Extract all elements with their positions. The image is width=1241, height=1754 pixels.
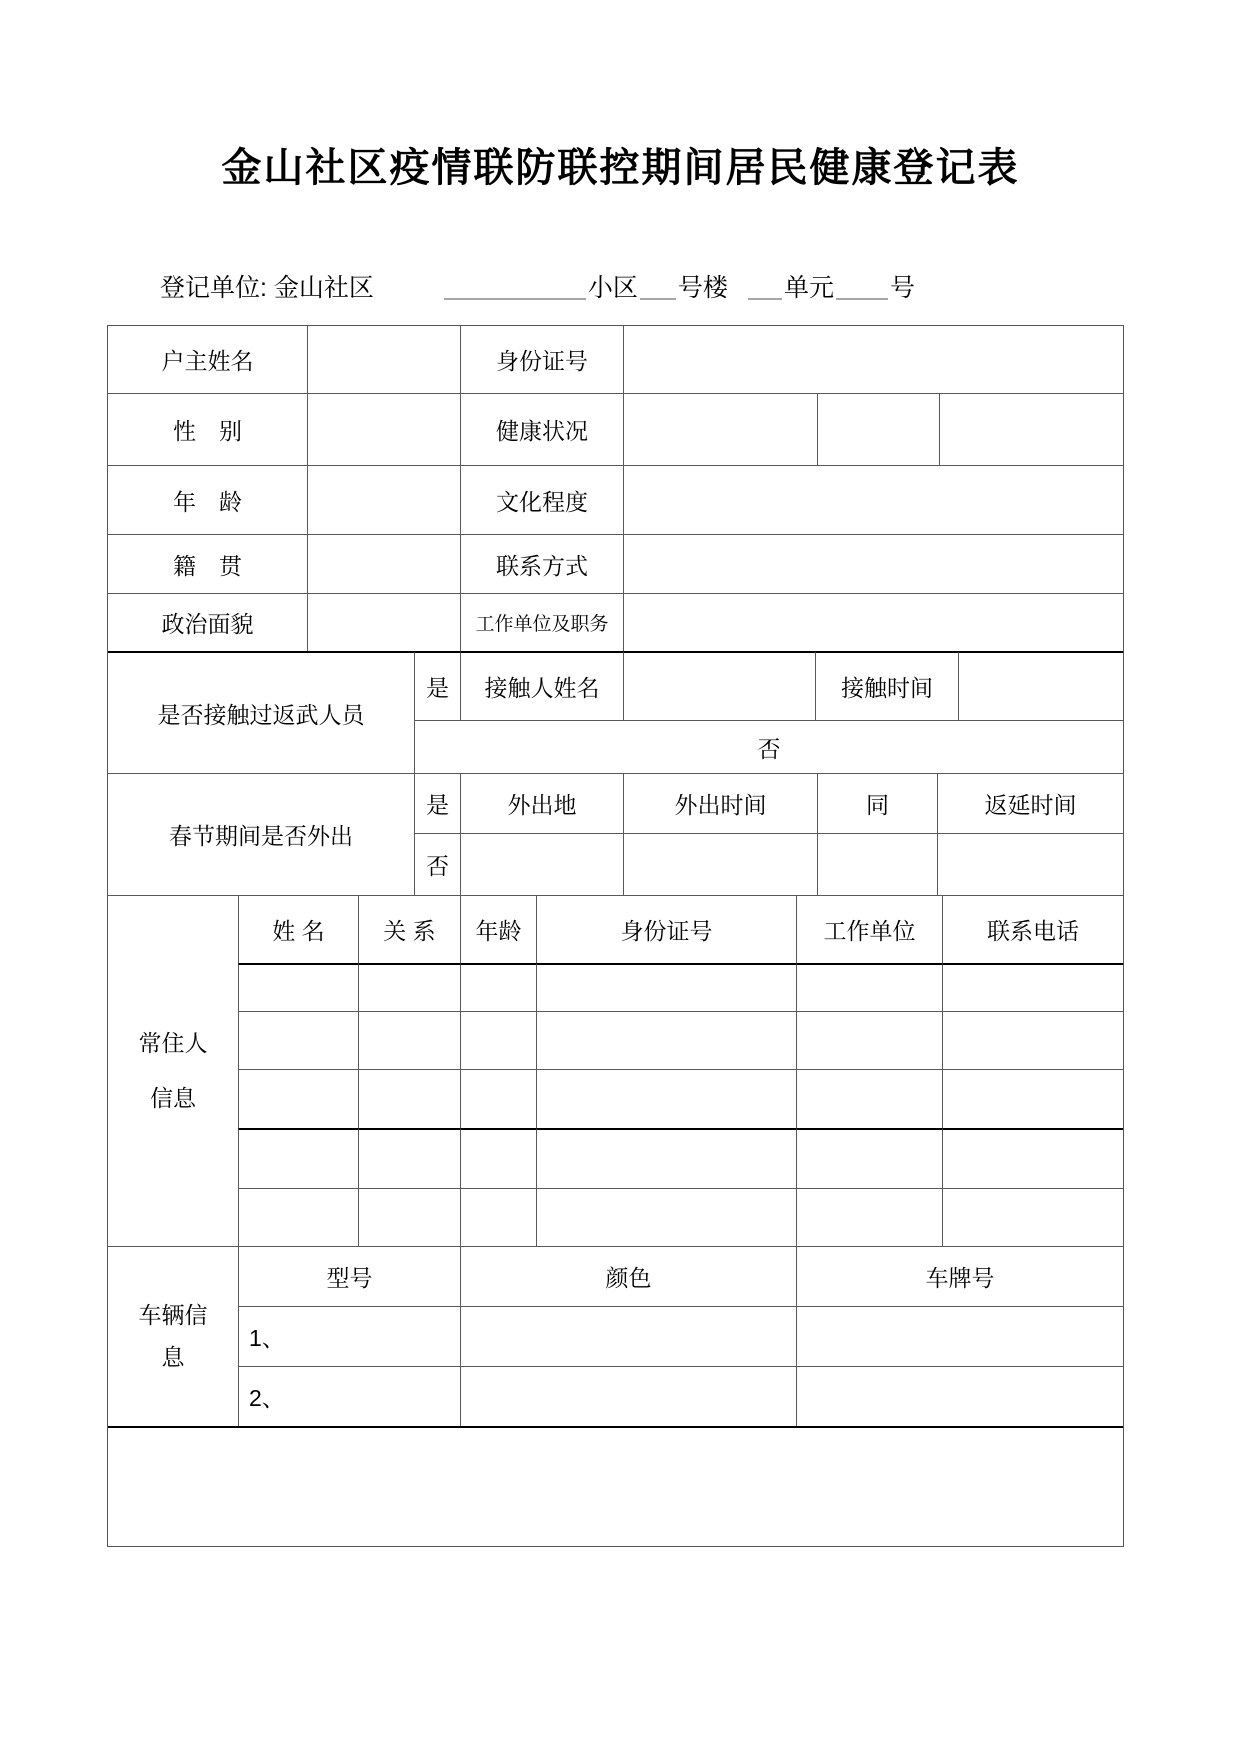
vehicle-1-plate-field bbox=[796, 1306, 1123, 1366]
vehicle-color-header: 颜色 bbox=[460, 1246, 796, 1306]
travel-time-field bbox=[623, 833, 817, 895]
id-number-label: 身份证号 bbox=[460, 326, 623, 393]
resident-workunit-field bbox=[796, 1011, 942, 1069]
page-title: 金山社区疫情联防联控期间居民健康登记表 bbox=[221, 146, 1020, 190]
resident-name-field bbox=[238, 963, 358, 1011]
resident-workunit-field bbox=[796, 1069, 942, 1128]
spring-travel-yes-row bbox=[414, 773, 1123, 833]
health-status-field-1 bbox=[623, 393, 817, 465]
health-registration-table bbox=[107, 325, 1124, 1547]
resident-phone-field bbox=[942, 1128, 1123, 1188]
resident-id-field bbox=[536, 1069, 796, 1128]
spring-travel-block bbox=[108, 773, 1123, 895]
contact-person-name-field bbox=[623, 651, 815, 720]
spring-travel-yes-label: 是 bbox=[414, 773, 460, 833]
spring-travel-no-label: 否 bbox=[414, 833, 460, 895]
resident-name-field bbox=[238, 1128, 358, 1188]
vehicle-label-line2: 息 bbox=[161, 1343, 185, 1370]
wuhan-contact-yes-row bbox=[414, 651, 1123, 720]
health-status-field-3 bbox=[939, 393, 1123, 465]
resident-age-field bbox=[460, 963, 536, 1011]
vehicle-plate-header: 车牌号 bbox=[796, 1246, 1123, 1306]
resident-workunit-field bbox=[796, 963, 942, 1011]
door-number-blank bbox=[836, 294, 888, 300]
householder-row bbox=[108, 326, 1123, 393]
vehicle-row-2 bbox=[238, 1366, 1123, 1426]
origin-label: 籍 贯 bbox=[108, 534, 307, 593]
residents-header-row bbox=[238, 895, 1123, 963]
vehicle-1-number: 1、 bbox=[238, 1306, 460, 1366]
resident-age-header: 年龄 bbox=[460, 895, 536, 963]
travel-destination-header: 外出地 bbox=[460, 773, 623, 833]
wuhan-contact-no-row bbox=[414, 720, 1123, 773]
wuhan-contact-no-label: 否 bbox=[414, 720, 1123, 773]
origin-contact-row bbox=[108, 534, 1123, 593]
resident-name-header: 姓 名 bbox=[238, 895, 358, 963]
vehicle-row-1 bbox=[238, 1306, 1123, 1366]
resident-age-field bbox=[460, 1011, 536, 1069]
resident-blank-row bbox=[238, 1069, 1123, 1128]
id-number-field bbox=[623, 326, 1123, 393]
contact-person-name-label: 接触人姓名 bbox=[460, 651, 623, 720]
residents-section-label bbox=[108, 895, 238, 1246]
registration-line bbox=[160, 268, 1120, 302]
resident-age-field bbox=[460, 1069, 536, 1128]
vehicle-section-label bbox=[108, 1246, 238, 1426]
health-status-label: 健康状况 bbox=[460, 393, 623, 465]
resident-phone-field bbox=[942, 1069, 1123, 1128]
vehicle-2-plate-field bbox=[796, 1366, 1123, 1426]
resident-workunit-field bbox=[796, 1188, 942, 1246]
unit-suffix: 单元 bbox=[783, 273, 834, 302]
resident-id-field bbox=[536, 963, 796, 1011]
vehicle-1-color-field bbox=[460, 1306, 796, 1366]
work-unit-field bbox=[623, 593, 1123, 651]
resident-phone-header: 联系电话 bbox=[942, 895, 1123, 963]
vehicle-model-header: 型号 bbox=[238, 1246, 460, 1306]
householder-name-label: 户主姓名 bbox=[161, 348, 254, 374]
resident-name-field bbox=[238, 1011, 358, 1069]
political-status-field bbox=[307, 593, 460, 651]
age-label: 年 龄 bbox=[108, 465, 307, 534]
work-unit-label: 工作单位及职务 bbox=[460, 593, 623, 651]
political-status-label: 政治面貌 bbox=[108, 593, 307, 651]
gender-field bbox=[307, 393, 460, 465]
resident-relation-header: 关 系 bbox=[358, 895, 460, 963]
age-field bbox=[307, 465, 460, 534]
number-suffix: 号 bbox=[889, 273, 915, 302]
resident-age-field bbox=[460, 1128, 536, 1188]
resident-blank-row bbox=[238, 1128, 1123, 1188]
resident-relation-field bbox=[358, 1188, 460, 1246]
contact-label: 联系方式 bbox=[460, 534, 623, 593]
residents-block bbox=[108, 895, 1123, 1246]
health-status-field-2 bbox=[817, 393, 939, 465]
registration-unit-label: 登记单位: 金山社区 bbox=[160, 273, 374, 302]
vehicle-block bbox=[108, 1246, 1123, 1426]
vehicle-2-color-field bbox=[460, 1366, 796, 1426]
age-education-row bbox=[108, 465, 1123, 534]
gender-label: 性 别 bbox=[108, 393, 307, 465]
contact-field bbox=[623, 534, 1123, 593]
resident-id-field bbox=[536, 1011, 796, 1069]
resident-blank-row bbox=[238, 1011, 1123, 1069]
origin-field bbox=[307, 534, 460, 593]
residents-label-line2: 信息 bbox=[150, 1085, 196, 1111]
contact-time-field bbox=[958, 651, 1123, 720]
resident-relation-field bbox=[358, 963, 460, 1011]
resident-workunit-field bbox=[796, 1128, 942, 1188]
resident-blank-row bbox=[238, 963, 1123, 1011]
resident-phone-field bbox=[942, 963, 1123, 1011]
vehicle-label-line1: 车辆信 bbox=[138, 1302, 208, 1329]
spring-travel-question: 春节期间是否外出 bbox=[108, 773, 414, 895]
resident-id-header: 身份证号 bbox=[536, 895, 796, 963]
spring-travel-no-row bbox=[414, 833, 1123, 895]
householder-name-field bbox=[307, 326, 460, 393]
unit-number-blank bbox=[748, 294, 782, 300]
political-work-row bbox=[108, 593, 1123, 651]
resident-workunit-header: 工作单位 bbox=[796, 895, 942, 963]
resident-name-field bbox=[238, 1188, 358, 1246]
resident-blank-row bbox=[238, 1188, 1123, 1246]
vehicle-2-number: 2、 bbox=[238, 1366, 460, 1426]
wuhan-contact-question: 是否接触过返武人员 bbox=[108, 651, 414, 773]
contact-time-label: 接触时间 bbox=[815, 651, 958, 720]
building-number-blank bbox=[640, 294, 676, 300]
return-time-field bbox=[937, 833, 1123, 895]
community-name-blank bbox=[444, 294, 586, 300]
remarks-field bbox=[108, 1426, 1123, 1546]
resident-id-field bbox=[536, 1128, 796, 1188]
resident-relation-field bbox=[358, 1128, 460, 1188]
community-suffix: 小区 bbox=[587, 273, 638, 302]
resident-phone-field bbox=[942, 1188, 1123, 1246]
travel-destination-field bbox=[460, 833, 623, 895]
resident-phone-field bbox=[942, 1011, 1123, 1069]
wuhan-contact-block bbox=[108, 651, 1123, 773]
resident-name-field bbox=[238, 1069, 358, 1128]
education-label: 文化程度 bbox=[460, 465, 623, 534]
travel-companion-field bbox=[817, 833, 937, 895]
return-time-header: 返延时间 bbox=[937, 773, 1123, 833]
wuhan-contact-yes-label: 是 bbox=[414, 651, 460, 720]
resident-relation-field bbox=[358, 1011, 460, 1069]
vehicle-header-row bbox=[238, 1246, 1123, 1306]
resident-relation-field bbox=[358, 1069, 460, 1128]
resident-id-field bbox=[536, 1188, 796, 1246]
education-field bbox=[623, 465, 1123, 534]
travel-time-header: 外出时间 bbox=[623, 773, 817, 833]
building-suffix: 号楼 bbox=[677, 273, 728, 302]
travel-companion-header: 同 bbox=[817, 773, 937, 833]
gender-health-row bbox=[108, 393, 1123, 465]
remarks-row bbox=[108, 1426, 1123, 1546]
resident-age-field bbox=[460, 1188, 536, 1246]
residents-label-line1: 常住人 bbox=[138, 1029, 208, 1056]
